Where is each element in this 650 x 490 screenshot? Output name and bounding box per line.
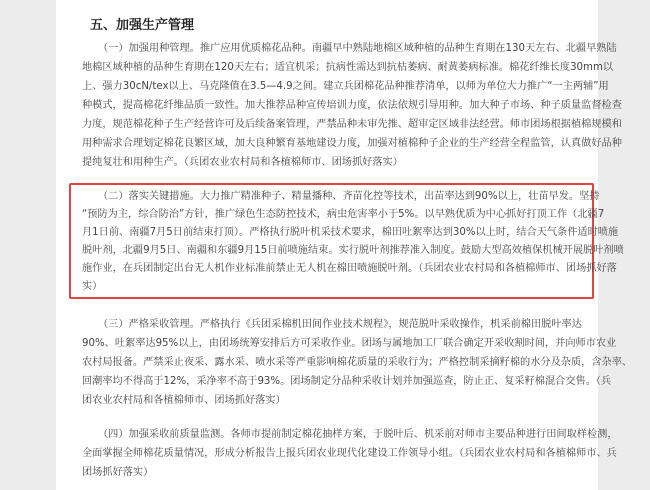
- text-line: 90%、吐絮率达95%以上，由团场统筹安排后方可采收作业。团场与属地加工厂联合确定开采收割时间，并向师市农业: [82, 338, 617, 349]
- text-line: 上、强力30cN/tex以上、马克隆值在3.5—4.9之间。建立兵团棉花品种推荐清单，以师为单位大力推广“一主两辅”用: [82, 81, 609, 92]
- text-line: 种模式，提高棉花纤维品质一致性。加大推荐品种宣传培训力度，依法依规引导用种。加大种子市场、种子质量监督检查: [82, 100, 622, 111]
- text-line: 全面掌握全师棉花质量情况，形成分析报告上报兵团农业现代化建设工作领导小组。（兵团农业农村局和各植棉师市、兵: [82, 448, 617, 459]
- text-line: 力度，规范棉花种子生产经营许可及后续备案管理，严禁品种未审先推、超审定区域非法经营。师市团场根据植棉规模和: [82, 119, 622, 130]
- text-line: 实）: [82, 281, 103, 292]
- text-line: “预防为主，综合防治”方针，推广绿色生态防控技术，病虫危害率小于5%。以早熟优质为中心抓好打顶工作（北疆7: [82, 209, 605, 220]
- text-line: 用种需求合理划定棉花良繁区域，加大良种繁育基地建设力度，加强对植棉种子企业的生产经营全程监管，认真做好品种: [82, 138, 622, 149]
- section-heading: 五、加强生产管理: [90, 18, 195, 33]
- text-line: 提纯复壮和用种生产。（兵团农业农村局和各植棉师市、团场抓好落实）: [82, 157, 403, 168]
- text-line: 回潮率均不得高于12%，采净率不高于93%。团场制定分品种采收计划并加强巡查，防止正、复采籽棉混合交售。（兵: [82, 376, 612, 387]
- text-line: （四）加强采收前质量监测。各师市提前制定棉花抽样方案，于脱叶后、机采前对师市主要品种进行田间取样检测，: [98, 429, 618, 440]
- document-page: [56, 0, 633, 490]
- text-line: 月1日前、南疆7月5日前结束打顶）。严格执行脱叶机采技术要求，棉田吐絮率达到30%以上时，结合天气条件适时喷施: [82, 227, 619, 238]
- text-line: 团农业农村局和各植棉师市、团场抓好落实）: [82, 395, 286, 406]
- text-line: 脱叶剂，北疆9月5日、南疆和东疆9月15日前喷施结束。实行脱叶剂推荐准入制度。鼓励大型高效植保机械开展脱叶剂喷: [82, 245, 624, 256]
- text-line: （三）严格采收管理。严格执行《兵团采棉机田间作业技术规程》，规范脱叶采收操作，机采前棉田脱叶率达: [98, 319, 582, 330]
- text-line: （二）落实关键措施。大力推广精准种子、精量播种、齐苗化控等技术，出苗率达到90%以上，壮苗早发。坚持: [98, 191, 600, 202]
- text-line: 地棉区域种植的品种生育期在120天左右；适宜机采；抗病性需达到抗枯萎病、耐黄萎病标准。棉花纤维长度30mm以: [82, 62, 614, 73]
- text-line: 农村局报备。严禁采止夜采、露水采、喷水采等严重影响棉花质量的采收行为；严格控制采摘籽棉的水分及杂质，含杂率、: [82, 357, 633, 368]
- text-line: （一）加强用种管理。推广应用优质棉花品种。南疆早中熟陆地棉区域种植的品种生育期在130天左右、北疆早熟陆: [98, 43, 617, 54]
- text-line: 施作业，在兵团制定出台无人机作业标准前禁止无人机在棉田喷施脱叶剂。（兵团农业农村局和各植棉师市、团场抓好落: [82, 263, 617, 274]
- text-line: 团场抓好落实）: [82, 467, 154, 478]
